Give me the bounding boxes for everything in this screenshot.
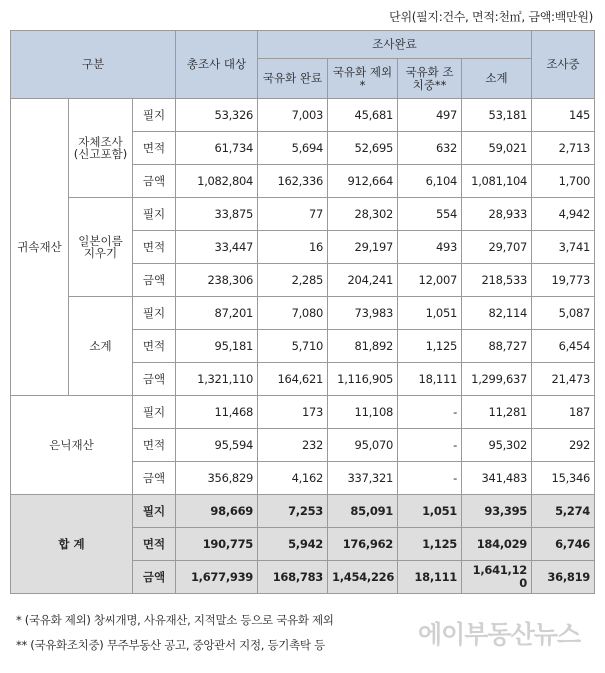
table-cell: 3,741 — [532, 231, 595, 264]
measure-label: 필지 — [133, 495, 176, 528]
header-survey-done: 조사완료 — [258, 31, 532, 59]
table-cell: 45,681 — [328, 99, 398, 132]
table-cell: 162,336 — [258, 165, 328, 198]
table-cell: 164,621 — [258, 363, 328, 396]
measure-label: 금액 — [133, 165, 176, 198]
table-cell: 33,447 — [176, 231, 258, 264]
table-cell: 5,694 — [258, 132, 328, 165]
table-cell: 497 — [398, 99, 462, 132]
table-cell: 82,114 — [462, 297, 532, 330]
table-cell: 95,302 — [462, 429, 532, 462]
table-cell: 6,454 — [532, 330, 595, 363]
footnotes — [16, 608, 334, 658]
table-cell: 88,727 — [462, 330, 532, 363]
table-cell: 77 — [258, 198, 328, 231]
measure-label: 필지 — [133, 396, 176, 429]
table-cell: 1,125 — [398, 330, 462, 363]
table-cell: 190,775 — [176, 528, 258, 561]
table-cell: 52,695 — [328, 132, 398, 165]
table-cell: 33,875 — [176, 198, 258, 231]
table-cell: - — [398, 396, 462, 429]
table-cell: 29,707 — [462, 231, 532, 264]
table-cell: 218,533 — [462, 264, 532, 297]
table-cell: 61,734 — [176, 132, 258, 165]
header-national-done: 국유화 완료 — [258, 59, 328, 99]
table-cell: 12,007 — [398, 264, 462, 297]
table-cell: 5,274 — [532, 495, 595, 528]
table-row — [11, 99, 595, 132]
table-cell: 204,241 — [328, 264, 398, 297]
table-cell: 337,321 — [328, 462, 398, 495]
property-survey-table — [10, 30, 595, 594]
table-cell: 18,111 — [398, 363, 462, 396]
footnote-excluded: * (국유화 제외) 창씨개명, 사유재산, 지적말소 등으로 국유화 제외 — [16, 613, 334, 627]
table-cell: 59,021 — [462, 132, 532, 165]
table-cell: 341,483 — [462, 462, 532, 495]
table-row — [11, 495, 595, 528]
group-escheat: 귀속재산 — [11, 99, 69, 396]
watermark: 에이부동산뉴스 — [418, 620, 581, 649]
header-total-target: 총조사 대상 — [176, 31, 258, 99]
table-cell: 493 — [398, 231, 462, 264]
table-cell: 4,162 — [258, 462, 328, 495]
group-total: 합 계 — [11, 495, 133, 594]
table-cell: 1,454,226 — [328, 561, 398, 594]
table-cell: 145 — [532, 99, 595, 132]
measure-label: 금액 — [133, 264, 176, 297]
unit-note: 단위(필지:건수, 면적:천㎡, 금액:백만원) — [389, 10, 593, 24]
table-cell: 232 — [258, 429, 328, 462]
table-cell: 238,306 — [176, 264, 258, 297]
table-row — [11, 297, 595, 330]
measure-label: 면적 — [133, 528, 176, 561]
table-cell: 1,321,110 — [176, 363, 258, 396]
measure-label: 금액 — [133, 462, 176, 495]
measure-label: 필지 — [133, 198, 176, 231]
table-cell: 7,003 — [258, 99, 328, 132]
table-cell: 36,819 — [532, 561, 595, 594]
table-cell: 16 — [258, 231, 328, 264]
table-cell: 1,051 — [398, 297, 462, 330]
header-national-in-progress: 국유화 조치중** — [398, 59, 462, 99]
measure-label: 금액 — [133, 363, 176, 396]
table-cell: 95,594 — [176, 429, 258, 462]
table-cell: 53,181 — [462, 99, 532, 132]
table-cell: 19,773 — [532, 264, 595, 297]
measure-label: 면적 — [133, 330, 176, 363]
table-cell: 1,081,104 — [462, 165, 532, 198]
table-cell: 7,080 — [258, 297, 328, 330]
table-cell: 173 — [258, 396, 328, 429]
table-cell: 11,108 — [328, 396, 398, 429]
header-category: 구분 — [11, 31, 176, 99]
table-cell: 1,116,905 — [328, 363, 398, 396]
table-cell: 81,892 — [328, 330, 398, 363]
table-cell: 2,285 — [258, 264, 328, 297]
table-cell: 1,677,939 — [176, 561, 258, 594]
table-cell: 1,641,120 — [462, 561, 532, 594]
table-cell: 85,091 — [328, 495, 398, 528]
table-cell: 187 — [532, 396, 595, 429]
table-cell: 15,346 — [532, 462, 595, 495]
table-cell: 1,125 — [398, 528, 462, 561]
table-cell: 95,070 — [328, 429, 398, 462]
table-cell: 11,281 — [462, 396, 532, 429]
table-cell: 73,983 — [328, 297, 398, 330]
table-cell: 4,942 — [532, 198, 595, 231]
measure-label: 필지 — [133, 297, 176, 330]
table-cell: 98,669 — [176, 495, 258, 528]
footnote-in-progress: ** (국유화조치중) 무주부동산 공고, 중앙관서 지정, 등기촉탁 등 — [16, 638, 325, 652]
table-cell: - — [398, 462, 462, 495]
header-subtotal: 소계 — [462, 59, 532, 99]
header-row-1 — [11, 31, 595, 59]
measure-label: 면적 — [133, 132, 176, 165]
table-cell: 87,201 — [176, 297, 258, 330]
table-cell: 1,700 — [532, 165, 595, 198]
table-cell: 292 — [532, 429, 595, 462]
table-row — [11, 198, 595, 231]
subgroup-self-survey: 자체조사 (신고포함) — [69, 99, 133, 198]
table-cell: 11,468 — [176, 396, 258, 429]
table-cell: 5,942 — [258, 528, 328, 561]
subgroup-japanese-name: 일본이름 지우기 — [69, 198, 133, 297]
table-cell: 21,473 — [532, 363, 595, 396]
table-cell: 554 — [398, 198, 462, 231]
header-surveying: 조사중 — [532, 31, 595, 99]
table-cell: 1,082,804 — [176, 165, 258, 198]
measure-label: 금액 — [133, 561, 176, 594]
measure-label: 필지 — [133, 99, 176, 132]
table-cell: 912,664 — [328, 165, 398, 198]
table-cell: 53,326 — [176, 99, 258, 132]
table-cell: 2,713 — [532, 132, 595, 165]
table-cell: 5,710 — [258, 330, 328, 363]
table-cell: 29,197 — [328, 231, 398, 264]
table-cell: 28,302 — [328, 198, 398, 231]
table-cell: 356,829 — [176, 462, 258, 495]
table-cell: 168,783 — [258, 561, 328, 594]
header-national-excluded: 국유화 제외* — [328, 59, 398, 99]
subgroup-escheat-subtotal: 소계 — [69, 297, 133, 396]
table-cell: 28,933 — [462, 198, 532, 231]
table-cell: 632 — [398, 132, 462, 165]
table-row — [11, 396, 595, 429]
table-cell: 176,962 — [328, 528, 398, 561]
table-cell: 1,299,637 — [462, 363, 532, 396]
table-cell: 184,029 — [462, 528, 532, 561]
table-cell: 18,111 — [398, 561, 462, 594]
table-cell: 93,395 — [462, 495, 532, 528]
table-cell: 6,746 — [532, 528, 595, 561]
measure-label: 면적 — [133, 429, 176, 462]
table-cell: 95,181 — [176, 330, 258, 363]
table-cell: 7,253 — [258, 495, 328, 528]
table-cell: 1,051 — [398, 495, 462, 528]
table-cell: 6,104 — [398, 165, 462, 198]
table-cell: - — [398, 429, 462, 462]
table-cell: 5,087 — [532, 297, 595, 330]
group-hidden: 은닉재산 — [11, 396, 133, 495]
measure-label: 면적 — [133, 231, 176, 264]
